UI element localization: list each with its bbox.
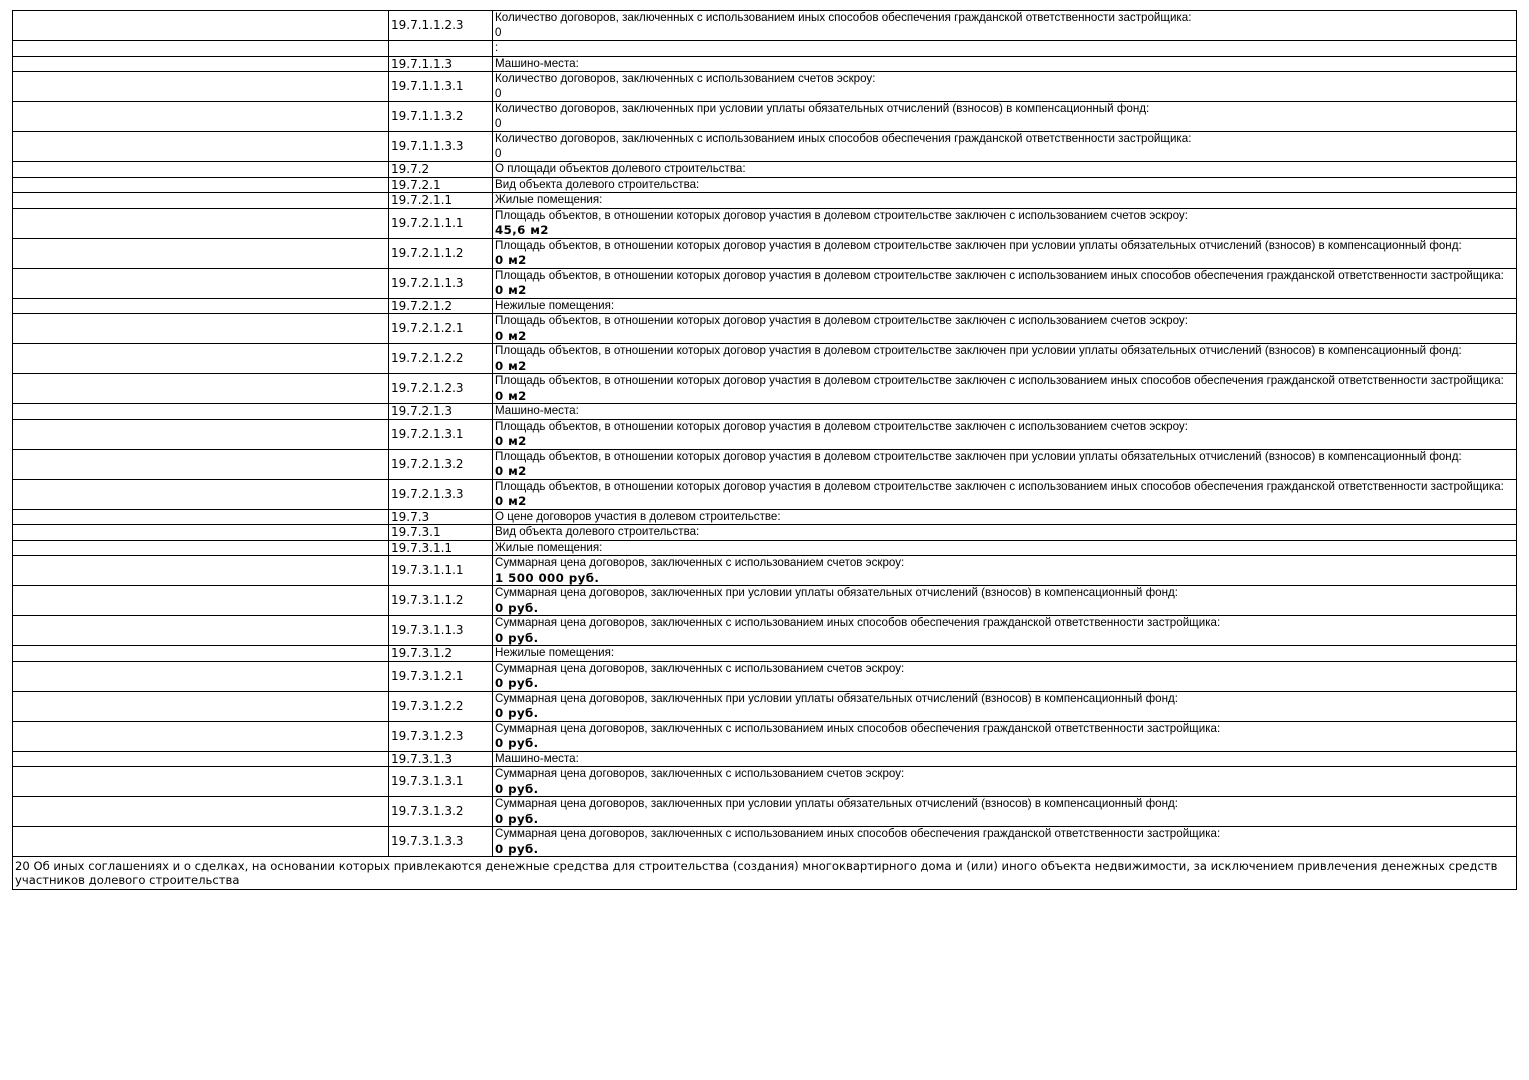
table-row [13, 404, 1517, 420]
item-content [493, 72, 1517, 102]
item-content [493, 162, 1517, 178]
item-label: Площадь объектов, в отношении которых договор участия в долевом строительстве заключен с использованием счетов эскроу: [495, 208, 1188, 222]
blank-cell [13, 374, 389, 404]
blank-cell [13, 193, 389, 209]
item-number: 19.7.2.1.1.1 [389, 208, 493, 238]
item-number: 19.7.2.1.3 [389, 404, 493, 420]
blank-cell [13, 767, 389, 797]
item-value: 0 м2 [495, 464, 527, 478]
item-content [493, 208, 1517, 238]
table-row [13, 525, 1517, 541]
item-label: Суммарная цена договоров, заключенных при условии уплаты обязательных отчислений (взносов) в компенсационный фонд: [495, 797, 1178, 810]
blank-cell [13, 616, 389, 646]
blank-cell [13, 827, 389, 857]
item-label: Количество договоров, заключенных с использованием счетов эскроу: [495, 72, 876, 85]
item-value: 0 м2 [495, 328, 527, 343]
blank-cell [13, 479, 389, 509]
item-label: Площадь объектов, в отношении которых договор участия в долевом строительстве заключен с использованием счетов эскроу: [495, 419, 1188, 433]
blank-cell [13, 509, 389, 525]
item-label: Жилые помещения: [495, 193, 603, 206]
item-label: Площадь объектов, в отношении которых договор участия в долевом строительстве заключен при условии уплаты обязательных отчислений (взносов) в компенсационный фонд: [495, 238, 1462, 252]
item-value: 0 руб. [495, 676, 539, 690]
blank-cell [13, 298, 389, 314]
blank-cell [13, 314, 389, 344]
table-row [13, 238, 1517, 268]
item-content [493, 344, 1517, 374]
blank-cell [13, 404, 389, 420]
table-row [13, 72, 1517, 102]
item-value: 0 руб. [495, 630, 539, 645]
item-content [493, 586, 1517, 616]
table-row [13, 268, 1517, 298]
item-label: Нежилые помещения: [495, 646, 615, 659]
item-label: Вид объекта долевого строительства: [495, 177, 700, 191]
item-value: 1 500 000 руб. [495, 570, 600, 585]
item-value: 0 [495, 86, 502, 100]
blank-cell [13, 162, 389, 178]
item-number: 19.7.2.1.1.3 [389, 268, 493, 298]
item-content [493, 102, 1517, 132]
footer-section [13, 857, 1517, 890]
table-row [13, 721, 1517, 751]
item-value: 0 [495, 25, 502, 39]
item-number: 19.7.3.1.1.2 [389, 586, 493, 616]
item-content [493, 509, 1517, 525]
blank-cell [13, 344, 389, 374]
item-number: 19.7.3.1.3.1 [389, 767, 493, 797]
table-row [13, 344, 1517, 374]
item-label: Количество договоров, заключенных с использованием иных способов обеспечения гражданской ответственности застройщика: [495, 132, 1192, 145]
item-number: 19.7.2.1.1 [389, 193, 493, 209]
item-label: Площадь объектов, в отношении которых договор участия в долевом строительстве заключен с использованием счетов эскроу: [495, 314, 1188, 327]
item-number: 19.7.1.1.3.3 [389, 132, 493, 162]
item-number: 19.7.3.1.2.3 [389, 721, 493, 751]
item-content [493, 616, 1517, 646]
table-row [13, 449, 1517, 479]
item-label: Суммарная цена договоров, заключенных с использованием иных способов обеспечения гражданской ответственности застройщика: [495, 616, 1221, 629]
item-label: Суммарная цена договоров, заключенных при условии уплаты обязательных отчислений (взносов) в компенсационный фонд: [495, 586, 1178, 599]
item-number: 19.7.1.1.3 [389, 56, 493, 72]
item-content [493, 193, 1517, 209]
item-content [493, 404, 1517, 420]
table-row [13, 661, 1517, 691]
blank-cell [13, 540, 389, 556]
blank-cell [13, 661, 389, 691]
item-label: Площадь объектов, в отношении которых договор участия в долевом строительстве заключен при условии уплаты обязательных отчислений (взносов) в компенсационный фонд: [495, 449, 1462, 463]
item-number: 19.7.2.1.3.2 [389, 449, 493, 479]
blank-cell [13, 691, 389, 721]
item-content [493, 56, 1517, 72]
item-number: 19.7.3.1.1.3 [389, 616, 493, 646]
item-number: 19.7.2.1.3.1 [389, 419, 493, 449]
item-content [493, 646, 1517, 662]
item-content [493, 132, 1517, 162]
item-value: 0 м2 [495, 283, 527, 297]
item-value: 45,6 м2 [495, 223, 549, 237]
item-content [493, 661, 1517, 691]
item-value: 0 руб. [495, 841, 539, 856]
blank-cell [13, 646, 389, 662]
item-label: Жилые помещения: [495, 540, 603, 554]
item-number: 19.7.1.1.3.2 [389, 102, 493, 132]
item-value: 0 [495, 116, 502, 130]
item-label: Суммарная цена договоров, заключенных с использованием счетов эскроу: [495, 767, 905, 780]
item-content [493, 797, 1517, 827]
table-row [13, 298, 1517, 314]
item-number: 19.7.3.1.2.1 [389, 661, 493, 691]
item-number: 19.7.3.1.1 [389, 540, 493, 556]
table-row [13, 691, 1517, 721]
blank-cell [13, 72, 389, 102]
table-row [13, 797, 1517, 827]
table-row [13, 374, 1517, 404]
item-number: 19.7.2.1.2 [389, 298, 493, 314]
item-content [493, 691, 1517, 721]
item-number: 19.7.2.1 [389, 177, 493, 193]
blank-cell [13, 525, 389, 541]
item-label: Площадь объектов, в отношении которых договор участия в долевом строительстве заключен с использованием иных способов обеспечения гражданской ответственности застройщика: [495, 268, 1504, 282]
blank-cell [13, 11, 389, 41]
item-number: 19.7.2 [389, 162, 493, 178]
blank-cell [13, 56, 389, 72]
item-number: 19.7.2.1.2.3 [389, 374, 493, 404]
item-label: Суммарная цена договоров, заключенных с использованием иных способов обеспечения гражданской ответственности застройщика: [495, 721, 1221, 735]
item-value: 0 руб. [495, 736, 539, 750]
item-number: 19.7.3.1.3.3 [389, 827, 493, 857]
item-content [493, 751, 1517, 767]
item-label: Суммарная цена договоров, заключенных с использованием счетов эскроу: [495, 661, 905, 675]
item-content [493, 556, 1517, 586]
table-row [13, 616, 1517, 646]
item-number: 19.7.3.1.3.2 [389, 797, 493, 827]
blank-cell [13, 177, 389, 193]
table-row [13, 193, 1517, 209]
table-row [13, 751, 1517, 767]
item-label: Машино-места: [495, 404, 579, 417]
item-value: 0 м2 [495, 253, 527, 267]
blank-cell [13, 238, 389, 268]
table-row [13, 102, 1517, 132]
item-content [493, 298, 1517, 314]
item-label: О площади объектов долевого строительства: [495, 162, 746, 175]
item-content [493, 721, 1517, 751]
table-row [13, 479, 1517, 509]
item-number [389, 41, 493, 57]
item-value: 0 м2 [495, 388, 527, 403]
item-label: Площадь объектов, в отношении которых договор участия в долевом строительстве заключен с использованием иных способов обеспечения гражданской ответственности застройщика: [495, 479, 1504, 493]
item-label: Машино-места: [495, 751, 579, 765]
item-label: Суммарная цена договоров, заключенных при условии уплаты обязательных отчислений (взносов) в компенсационный фонд: [495, 691, 1178, 705]
item-value: 0 руб. [495, 781, 539, 796]
item-content [493, 314, 1517, 344]
item-label: Нежилые помещения: [495, 298, 615, 312]
item-content [493, 767, 1517, 797]
blank-cell [13, 586, 389, 616]
item-content [493, 11, 1517, 41]
table-row [13, 41, 1517, 57]
section-20-heading: 20 Об иных соглашениях и о сделках, на основании которых привлекаются денежные средства для строительства (создания) многоквартирного дома и (или) иного объекта недвижимости, за исключением привлечения денежных средств участников долевого строительства [13, 857, 1517, 890]
item-label: Площадь объектов, в отношении которых договор участия в долевом строительстве заключен при условии уплаты обязательных отчислений (взносов) в компенсационный фонд: [495, 344, 1462, 357]
table-row [13, 646, 1517, 662]
item-number: 19.7.3 [389, 509, 493, 525]
item-label: Количество договоров, заключенных с использованием иных способов обеспечения гражданской ответственности застройщика: [495, 11, 1192, 24]
table-row [13, 556, 1517, 586]
item-value: 0 руб. [495, 600, 539, 615]
item-content [493, 268, 1517, 298]
blank-cell [13, 751, 389, 767]
table-row [13, 586, 1517, 616]
table-row [13, 208, 1517, 238]
table-row [13, 56, 1517, 72]
item-number: 19.7.2.1.2.1 [389, 314, 493, 344]
item-number: 19.7.2.1.1.2 [389, 238, 493, 268]
item-content [493, 374, 1517, 404]
item-label: Площадь объектов, в отношении которых договор участия в долевом строительстве заключен с использованием иных способов обеспечения гражданской ответственности застройщика: [495, 374, 1504, 387]
item-number: 19.7.3.1.3 [389, 751, 493, 767]
item-number: 19.7.1.1.3.1 [389, 72, 493, 102]
blank-cell [13, 102, 389, 132]
item-value: 0 руб. [495, 811, 539, 826]
item-number: 19.7.3.1.1.1 [389, 556, 493, 586]
blank-cell [13, 268, 389, 298]
item-label: Вид объекта долевого строительства: [495, 525, 700, 538]
item-content [493, 827, 1517, 857]
table-row [13, 11, 1517, 41]
item-value: 0 м2 [495, 358, 527, 373]
item-content [493, 449, 1517, 479]
blank-cell [13, 132, 389, 162]
blank-cell [13, 797, 389, 827]
item-content [493, 479, 1517, 509]
item-content [493, 540, 1517, 556]
table-row [13, 419, 1517, 449]
item-number: 19.7.3.1.2 [389, 646, 493, 662]
item-number: 19.7.3.1 [389, 525, 493, 541]
disclosure-table-body [13, 11, 1517, 857]
item-label: : [495, 41, 499, 54]
blank-cell [13, 721, 389, 751]
item-number: 19.7.3.1.2.2 [389, 691, 493, 721]
item-label: О цене договоров участия в долевом строительстве: [495, 509, 781, 523]
item-label: Суммарная цена договоров, заключенных с использованием иных способов обеспечения гражданской ответственности застройщика: [495, 827, 1221, 840]
item-value: 0 руб. [495, 706, 539, 720]
table-row [13, 540, 1517, 556]
table-row [13, 509, 1517, 525]
blank-cell [13, 449, 389, 479]
footer-row [13, 857, 1517, 890]
table-row [13, 132, 1517, 162]
item-value: 0 [495, 146, 502, 160]
item-value: 0 м2 [495, 434, 527, 448]
item-label: Количество договоров, заключенных при условии уплаты обязательных отчислений (взносов) в компенсационный фонд: [495, 102, 1150, 115]
item-number: 19.7.2.1.3.3 [389, 479, 493, 509]
item-content [493, 525, 1517, 541]
table-row [13, 827, 1517, 857]
item-label: Машино-места: [495, 56, 579, 70]
item-content [493, 419, 1517, 449]
table-row [13, 314, 1517, 344]
item-label: Суммарная цена договоров, заключенных с использованием счетов эскроу: [495, 556, 905, 569]
blank-cell [13, 419, 389, 449]
disclosure-table [12, 10, 1517, 890]
item-number: 19.7.2.1.2.2 [389, 344, 493, 374]
table-row [13, 177, 1517, 193]
table-row [13, 767, 1517, 797]
item-content [493, 177, 1517, 193]
item-number: 19.7.1.1.2.3 [389, 11, 493, 41]
table-row [13, 162, 1517, 178]
blank-cell [13, 41, 389, 57]
item-content [493, 238, 1517, 268]
blank-cell [13, 556, 389, 586]
item-content [493, 41, 1517, 57]
blank-cell [13, 208, 389, 238]
item-value: 0 м2 [495, 494, 527, 508]
